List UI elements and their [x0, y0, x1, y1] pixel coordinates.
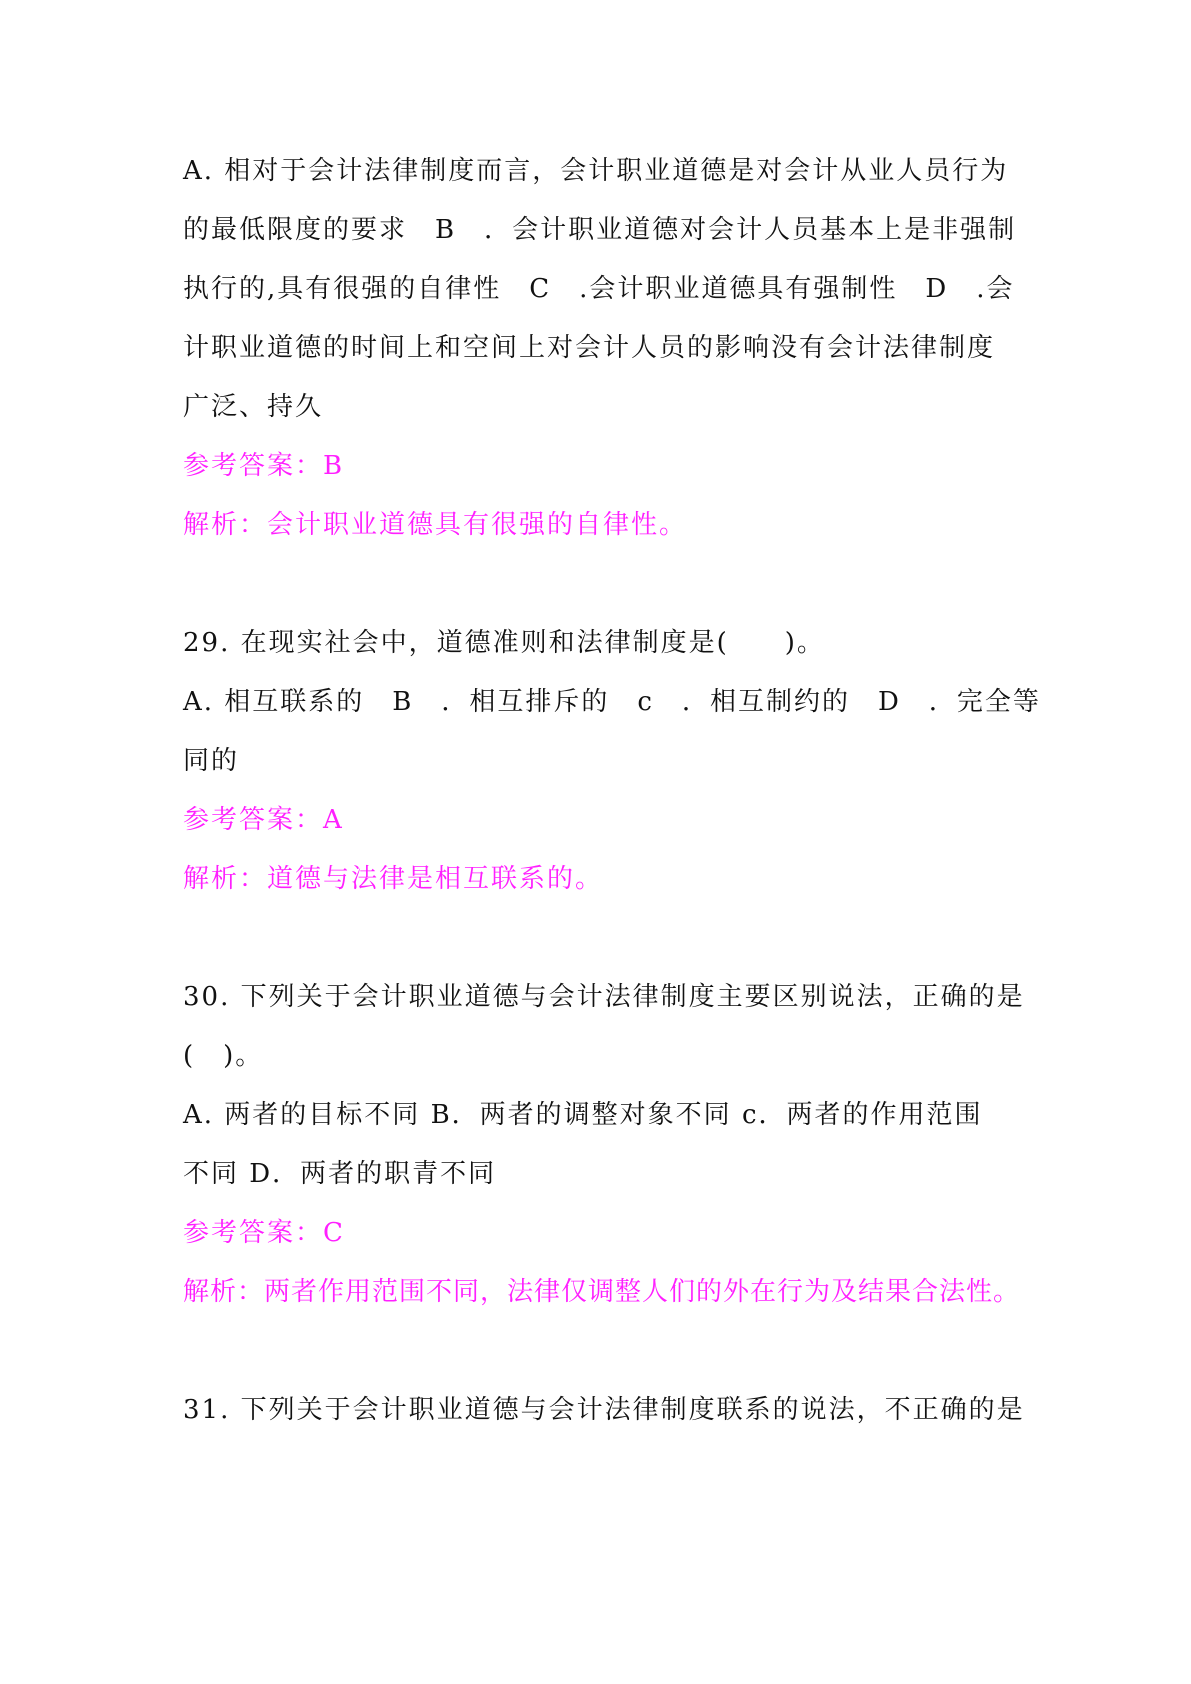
analysis: 解析：道德与法律是相互联系的。: [183, 864, 604, 894]
text-line: 的最低限度的要求 B ．会计职业道德对会计人员基本上是非强制: [183, 215, 1017, 245]
text-line: 同的: [183, 746, 240, 776]
text-line: 不同 D．两者的职青不同: [183, 1159, 497, 1189]
reference-answer: 参考答案：A: [183, 805, 344, 835]
question-stem: 29. 在现实社会中，道德准则和法律制度是( )。: [183, 628, 825, 658]
text-line: ( )。: [183, 1041, 264, 1071]
question-stem: 30. 下列关于会计职业道德与会计法律制度主要区别说法，正确的是: [183, 982, 1025, 1012]
analysis: 解析：两者作用范围不同，法律仅调整人们的外在行为及结果合法性。: [183, 1277, 1021, 1307]
reference-answer: 参考答案：C: [183, 1218, 345, 1248]
text-line: 执行的,具有很强的自律性 C .会计职业道德具有强制性 D .会: [183, 274, 1015, 304]
analysis: 解析：会计职业道德具有很强的自律性。: [183, 510, 688, 540]
reference-answer: 参考答案：B: [183, 451, 345, 481]
text-line: A. 相对于会计法律制度而言，会计职业道德是对会计从业人员行为: [183, 156, 1009, 186]
text-line: A. 相互联系的 B ．相互排斥的 c ．相互制约的 D ．完全等: [183, 687, 1041, 717]
text-line: A. 两者的目标不同 B．两者的调整对象不同 c．两者的作用范围: [183, 1100, 983, 1130]
text-line: 广泛、持久: [183, 392, 324, 422]
text-line: 计职业道德的时间上和空间上对会计人员的影响没有会计法律制度: [183, 333, 996, 363]
question-stem: 31. 下列关于会计职业道德与会计法律制度联系的说法，不正确的是: [183, 1395, 1025, 1425]
